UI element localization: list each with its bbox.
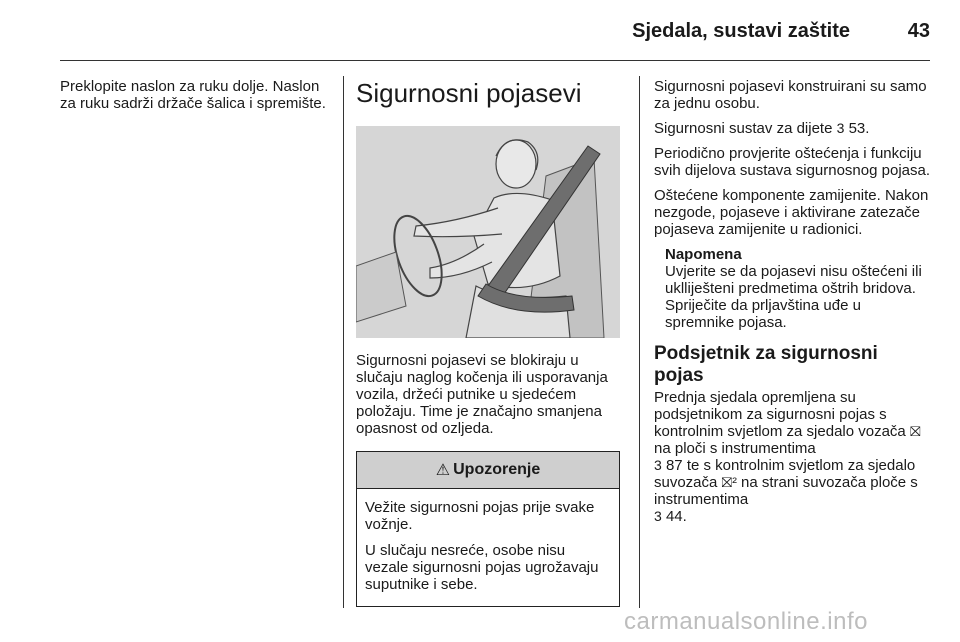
column-left	[60, 78, 330, 120]
driver-seatbelt-drawing	[356, 126, 620, 338]
reminder-text-a: Prednja sjedala opremljena su podsjetnikom za sigurnosni pojas s kontrolnim svjetlom za sjedalo vozača	[654, 389, 910, 440]
warning-paragraph-2: U slučaju nesreće, osobe nisu vezale sigurnosni pojas ugrožavaju suputnike i sebe.	[365, 542, 599, 593]
armrest-paragraph: Preklopite naslon za ruku dolje. Naslon za ruku sadrži držače šalica i spremište.	[60, 78, 326, 112]
seatbelt-intro-paragraph: Sigurnosni pojasevi se blokiraju u slučaju naglog kočenja ili usporavanja vozila, držeći putnike u sjedećem položaju. Time je značajno smanjena opasnost od ozljeda.	[356, 352, 608, 437]
warning-triangle-icon: ⚠	[435, 462, 451, 479]
section-heading-reminder: Podsjetnik za sigurnosni pojas	[654, 343, 878, 386]
reminder-text-c[interactable]: 87 te s kontrolnim svjetlom za sjedalo suvozača	[654, 457, 916, 491]
child-restraint-page[interactable]: 53.	[844, 120, 870, 137]
page-ref-arrow-icon: 3	[836, 120, 845, 136]
page-ref-arrow-icon: 3	[654, 508, 662, 524]
header-rule	[60, 60, 930, 61]
warning-title: Upozorenje	[453, 461, 541, 478]
watermark: carmanualsonline.info	[624, 608, 868, 635]
note-block	[654, 246, 930, 331]
note-body: Uvjerite se da pojasevi nisu oštećeni ili uklliješteni predmetima oštrih bridova. Spriječite da prljavština uđe u spremnike pojasa.	[665, 263, 922, 331]
passenger-seatbelt-reminder-icon: ⛝²	[721, 474, 737, 490]
reminder-text-d: na strani suvozača ploče s instrumentima	[654, 474, 918, 508]
column-middle	[356, 78, 624, 607]
reminder-text-e[interactable]: 44.	[661, 508, 687, 525]
seatbelt-reminder-icon: ⛝	[909, 423, 921, 439]
column-divider-2	[639, 76, 640, 608]
warning-body	[357, 489, 619, 606]
warning-header	[357, 452, 619, 489]
page-ref-arrow-icon: 3	[654, 457, 662, 473]
replacement-paragraph: Oštećene komponente zamijenite. Nakon nezgode, pojaseve i aktivirane zatezače pojaseva zamijenite u radionici.	[654, 187, 929, 238]
child-restraint-paragraph	[654, 120, 930, 137]
reminder-paragraph	[654, 389, 930, 525]
page-number: 43	[907, 20, 930, 42]
inspection-paragraph: Periodično provjerite oštećenja i funkciju svih dijelova sustava sigurnosnog pojasa.	[654, 145, 930, 179]
note-title: Napomena	[665, 246, 742, 263]
column-divider-1	[343, 76, 344, 608]
column-right	[654, 78, 930, 533]
reminder-text-b: na ploči s instrumentima	[654, 440, 816, 457]
single-person-paragraph: Sigurnosni pojasevi konstruirani su samo za jednu osobu.	[654, 78, 927, 112]
seatbelt-driver-illustration	[356, 126, 620, 338]
running-header-title: Sjedala, sustavi zaštite	[632, 20, 850, 42]
warning-paragraph-1: Vežite sigurnosni pojas prije svake vožnje.	[365, 499, 595, 533]
child-restraint-text: Sigurnosni sustav za dijete	[654, 120, 837, 137]
warning-box	[356, 451, 620, 607]
section-heading-seatbelts: Sigurnosni pojasevi	[356, 78, 582, 108]
